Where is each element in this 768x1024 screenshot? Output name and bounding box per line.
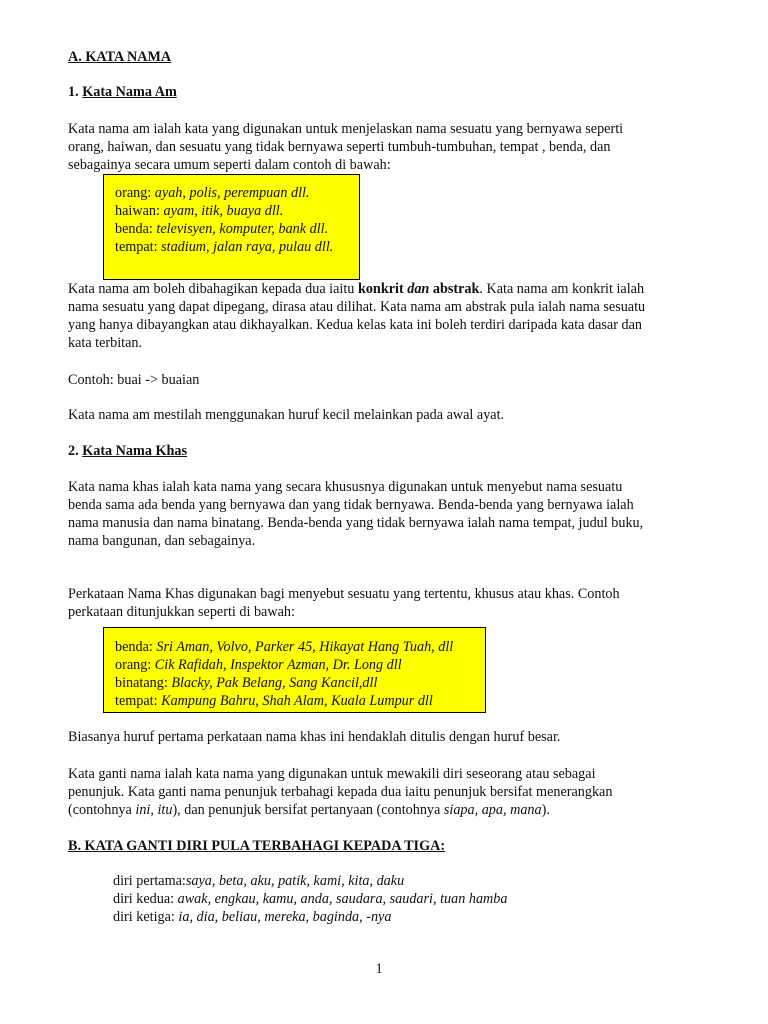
paragraph-line bbox=[68, 280, 644, 298]
section-a-heading: A. KATA NAMA bbox=[68, 49, 172, 65]
paragraph-line: Kata ganti nama ialah kata nama yang digunakan untuk mewakili diri seseorang atau sebagai bbox=[68, 766, 596, 782]
example-row bbox=[115, 238, 359, 256]
subheading-title: Kata Nama Am bbox=[82, 84, 177, 100]
example-row bbox=[115, 692, 485, 710]
example-value: ayah, polis, perempuan dll. bbox=[154, 185, 310, 201]
paragraph-line: sebagainya secara umum seperti dalam contoh di bawah: bbox=[68, 157, 391, 173]
paragraph-line: Biasanya huruf pertama perkataan nama khas ini hendaklah ditulis dengan huruf besar. bbox=[68, 729, 561, 745]
pronoun-values: ia, dia, beliau, mereka, baginda, -nya bbox=[178, 909, 392, 925]
example-value: Sri Aman, Volvo, Parker 45, Hikayat Hang Tuah, dll bbox=[156, 639, 454, 655]
example-label: benda: bbox=[115, 639, 157, 655]
example-value: Blacky, Pak Belang, Sang Kancil,dll bbox=[171, 675, 378, 691]
pronoun-row bbox=[113, 908, 391, 926]
example-row bbox=[115, 220, 359, 238]
example-row bbox=[115, 638, 485, 656]
subheading-number: 2. bbox=[68, 443, 83, 459]
example-value: Cik Rafidah, Inspektor Azman, Dr. Long dll bbox=[154, 657, 402, 673]
pronoun-values: saya, beta, aku, patik, kami, kita, daku bbox=[185, 873, 405, 889]
example-label: benda: bbox=[115, 221, 157, 237]
paragraph-line: yang hanya dibayangkan atau dikhayalkan. Kedua kelas kata ini boleh terdiri daripada kata dasar dan bbox=[68, 317, 642, 333]
example-row bbox=[115, 656, 485, 674]
subheading-kata-nama-am bbox=[68, 83, 177, 101]
paragraph-line: Kata nama am mestilah menggunakan huruf kecil melainkan pada awal ayat. bbox=[68, 407, 505, 423]
example-box-kata-nama-khas bbox=[103, 627, 486, 713]
pronoun-values: awak, engkau, kamu, anda, saudara, saudari, tuan hamba bbox=[177, 891, 508, 907]
section-b-heading: B. KATA GANTI DIRI PULA TERBAHAGI KEPADA TIGA: bbox=[68, 838, 446, 854]
pronoun-label: diri kedua: bbox=[113, 891, 178, 907]
paragraph-line: Perkataan Nama Khas digunakan bagi menyebut sesuatu yang tertentu, khusus atau khas. Contoh bbox=[68, 586, 620, 602]
subheading-kata-nama-khas bbox=[68, 442, 187, 460]
paragraph-line bbox=[68, 801, 550, 819]
bold-term-konkrit: konkrit bbox=[357, 281, 408, 297]
pronoun-label: diri ketiga: bbox=[113, 909, 179, 925]
text-run: . Kata nama am konkrit ialah bbox=[479, 281, 645, 297]
paragraph-line: Kata nama am ialah kata yang digunakan untuk menjelaskan nama sesuatu yang bernyawa seperti bbox=[68, 121, 624, 137]
example-value: televisyen, komputer, bank dll. bbox=[156, 221, 329, 237]
text-run: Kata nama am boleh dibahagikan kepada dua iaitu bbox=[68, 281, 358, 297]
example-value: Kampung Bahru, Shah Alam, Kuala Lumpur dll bbox=[161, 693, 433, 709]
example-row bbox=[115, 674, 485, 692]
subheading-title: Kata Nama Khas bbox=[82, 443, 188, 459]
example-value: ayam, itik, buaya dll. bbox=[163, 203, 284, 219]
paragraph-line: kata terbitan. bbox=[68, 335, 143, 351]
text-run: ). bbox=[541, 802, 550, 818]
example-value: stadium, jalan raya, pulau dll. bbox=[161, 239, 334, 255]
paragraph-line: nama manusia dan nama binatang. Benda-benda yang tidak bernyawa ialah nama tempat, judul buku, bbox=[68, 515, 644, 531]
example-label: haiwan: bbox=[115, 203, 164, 219]
bold-term-abstrak: abstrak bbox=[429, 281, 480, 297]
example-label: tempat: bbox=[115, 693, 162, 709]
subheading-number: 1. bbox=[68, 84, 83, 100]
paragraph-line: orang, haiwan, dan sesuatu yang tidak bernyawa seperti tumbuh-tumbuhan, tempat , benda, dan bbox=[68, 139, 611, 155]
example-contoh: Contoh: buai -> buaian bbox=[68, 372, 200, 388]
paragraph-line: benda sama ada benda yang bernyawa dan yang tidak bernyawa. Benda-benda yang bernyawa ialah bbox=[68, 497, 634, 513]
pronoun-label: diri pertama: bbox=[113, 873, 186, 889]
italic-example: ini, itu bbox=[135, 802, 173, 818]
paragraph-line: penunjuk. Kata ganti nama penunjuk terbahagi kepada dua iaitu penunjuk bersifat menerangkan bbox=[68, 784, 613, 800]
paragraph-line: nama bangunan, dan sebagainya. bbox=[68, 533, 256, 549]
bold-italic-dan: dan bbox=[407, 281, 430, 297]
paragraph-line: nama sesuatu yang dapat dipegang, dirasa atau dilihat. Kata nama am abstrak pula ialah nama sesuatu bbox=[68, 299, 646, 315]
example-box-kata-nama-am bbox=[103, 174, 360, 280]
paragraph-line: Kata nama khas ialah kata nama yang secara khususnya digunakan untuk menyebut nama sesuatu bbox=[68, 479, 623, 495]
example-label: tempat: bbox=[115, 239, 162, 255]
page-number: 1 bbox=[375, 961, 383, 977]
paragraph-line: perkataan ditunjukkan seperti di bawah: bbox=[68, 604, 295, 620]
example-label: orang: bbox=[115, 657, 155, 673]
example-label: orang: bbox=[115, 185, 155, 201]
italic-example: siapa, apa, mana bbox=[443, 802, 542, 818]
example-row bbox=[115, 202, 359, 220]
text-run: (contohnya bbox=[68, 802, 136, 818]
example-row bbox=[115, 184, 359, 202]
text-run: ), dan penunjuk bersifat pertanyaan (contohnya bbox=[172, 802, 444, 818]
pronoun-row bbox=[113, 890, 507, 908]
pronoun-row bbox=[113, 872, 404, 890]
example-label: binatang: bbox=[115, 675, 172, 691]
